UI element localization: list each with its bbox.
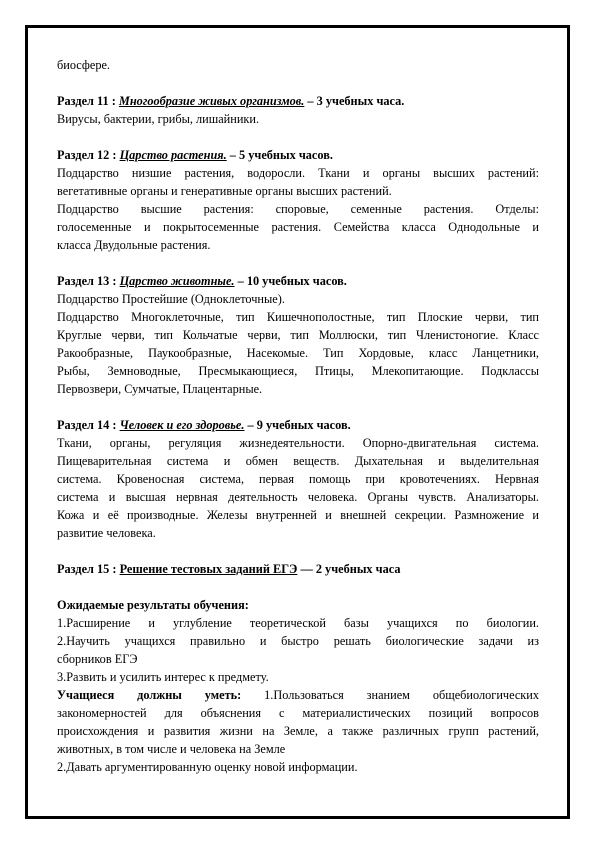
section-text-line: голосеменные и покрытосеменные растения. Семейства класса Однодольные и	[57, 220, 539, 234]
section-title: Решение тестовых заданий ЕГЭ	[119, 562, 298, 576]
section-12-heading	[57, 146, 539, 164]
section-text-line: Ракообразные, Паукообразные, Насекомые. Тип Хордовые, класс Ланцетники,	[57, 346, 539, 360]
skills-line: животных, в том числе и человека на Земле	[57, 742, 286, 756]
section-text-line: класса Двудольные растения.	[57, 238, 211, 252]
student-skills	[57, 686, 539, 776]
results-item: 1.Расширение и углубление теоретической базы учащихся по биологии.	[57, 616, 539, 630]
section-12	[57, 146, 539, 254]
section-prefix: Раздел 12 :	[57, 148, 117, 162]
section-14-heading	[57, 416, 539, 434]
skills-line: 2.Давать аргументированную оценку новой информации.	[57, 760, 358, 774]
section-text-line: система и высшая нервная деятельность человека. Органы чувств. Анализаторы.	[57, 490, 539, 504]
section-text-line: система. Кровеносная система, первая помощь при кровотечениях. Нервная	[57, 472, 539, 486]
section-text-line: Подцарство Многоклеточные, тип Кишечнополостные, тип Плоские черви, тип	[57, 310, 539, 324]
section-text-line: развитие человека.	[57, 526, 156, 540]
section-title: Человек и его здоровье.	[119, 418, 245, 432]
expected-results	[57, 596, 539, 686]
section-text-line: Ткани, органы, регуляция жизнедеятельности. Опорно-двигательная система.	[57, 436, 539, 450]
section-title: Многообразие живых организмов.	[118, 94, 305, 108]
intro-tail: биосфере.	[57, 58, 111, 72]
document-content	[57, 56, 539, 776]
section-prefix: Раздел 15 :	[57, 562, 117, 576]
section-hours: – 9 учебных часов.	[244, 418, 351, 432]
results-item: 3.Развить и усилить интерес к предмету.	[57, 670, 269, 684]
skills-label: Учащиеся должны уметь:	[57, 688, 242, 702]
section-text-line: Пищеварительная система и обмен веществ. Дыхательная и выделительная	[57, 454, 539, 468]
skills-first-line-text: 1.Пользоваться знанием общебиологических	[241, 688, 540, 702]
section-11-heading	[57, 92, 539, 110]
section-hours: — 2 учебных часа	[297, 562, 401, 576]
section-hours: – 5 учебных часов.	[226, 148, 333, 162]
section-11	[57, 92, 539, 128]
section-prefix: Раздел 11 :	[57, 94, 116, 108]
section-text-line: Первозвери, Сумчатые, Плацентарные.	[57, 382, 263, 396]
section-14	[57, 416, 539, 542]
results-heading: Ожидаемые результаты обучения:	[57, 598, 249, 612]
section-prefix: Раздел 13 :	[57, 274, 117, 288]
section-hours: – 3 учебных часа.	[304, 94, 405, 108]
section-text-line: Рыбы, Земноводные, Пресмыкающиеся, Птицы, Млекопитающие. Подклассы	[57, 364, 539, 378]
section-text-line: Подцарство низшие растения, водоросли. Ткани и органы высших растений:	[57, 166, 539, 180]
section-15-heading	[57, 560, 539, 578]
section-text-line: вегетативные органы и генеративные органы высших растений.	[57, 184, 392, 198]
skills-line: происхождения и развития жизни на Земле, а также различных групп растений,	[57, 724, 539, 738]
section-13-heading	[57, 272, 539, 290]
results-item: сборников ЕГЭ	[57, 652, 138, 666]
section-title: Царство животные.	[119, 274, 235, 288]
section-text-line: Подцарство высшие растения: споровые, семенные растения. Отделы:	[57, 202, 539, 216]
skills-first-line	[57, 686, 539, 704]
section-text-line: Кожа и её производные. Железы внутренней и внешней секреции. Размножение и	[57, 508, 539, 522]
section-hours: – 10 учебных часов.	[234, 274, 347, 288]
section-text-line: Вирусы, бактерии, грибы, лишайники.	[57, 112, 260, 126]
section-text-line: Круглые черви, тип Кольчатые черви, тип Моллюски, тип Членистоногие. Класс	[57, 328, 539, 342]
results-item: 2.Научить учащихся правильно и быстро решать биологические задачи из	[57, 634, 539, 648]
section-13	[57, 272, 539, 398]
section-15	[57, 560, 539, 578]
section-text-line: Подцарство Простейшие (Одноклеточные).	[57, 292, 285, 306]
skills-line: закономерностей для объяснения с материалистических позиций вопросов	[57, 706, 539, 720]
section-title: Царство растения.	[119, 148, 227, 162]
section-prefix: Раздел 14 :	[57, 418, 117, 432]
